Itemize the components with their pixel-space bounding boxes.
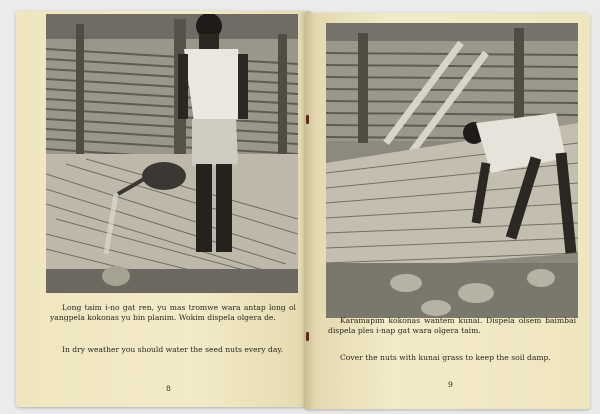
staple <box>306 332 309 341</box>
caption-english: In dry weather you should water the seed nuts every day. <box>62 345 284 354</box>
photo-watering-seed-nuts <box>46 14 298 293</box>
open-booklet <box>16 11 590 411</box>
photo-covering-nuts-with-kunai <box>326 23 578 318</box>
page-number: 8 <box>166 384 171 393</box>
caption-tok-pisin: Karamapim kokonas wantem kunai. Dispela olsem baimbai dispela ples i-nap gat wara olgera taim. <box>328 316 576 336</box>
left-page <box>16 11 310 407</box>
staple <box>306 115 309 124</box>
page-number: 9 <box>448 380 453 389</box>
caption-tok-pisin: Long taim i-no gat ren, yu mas tromwe wara antap long ol yangpela kokonas yu bin planim. Wokim dispela olgera de. <box>50 303 296 323</box>
caption-english: Cover the nuts with kunai grass to keep the soil damp. <box>340 353 551 362</box>
right-page <box>305 13 590 409</box>
